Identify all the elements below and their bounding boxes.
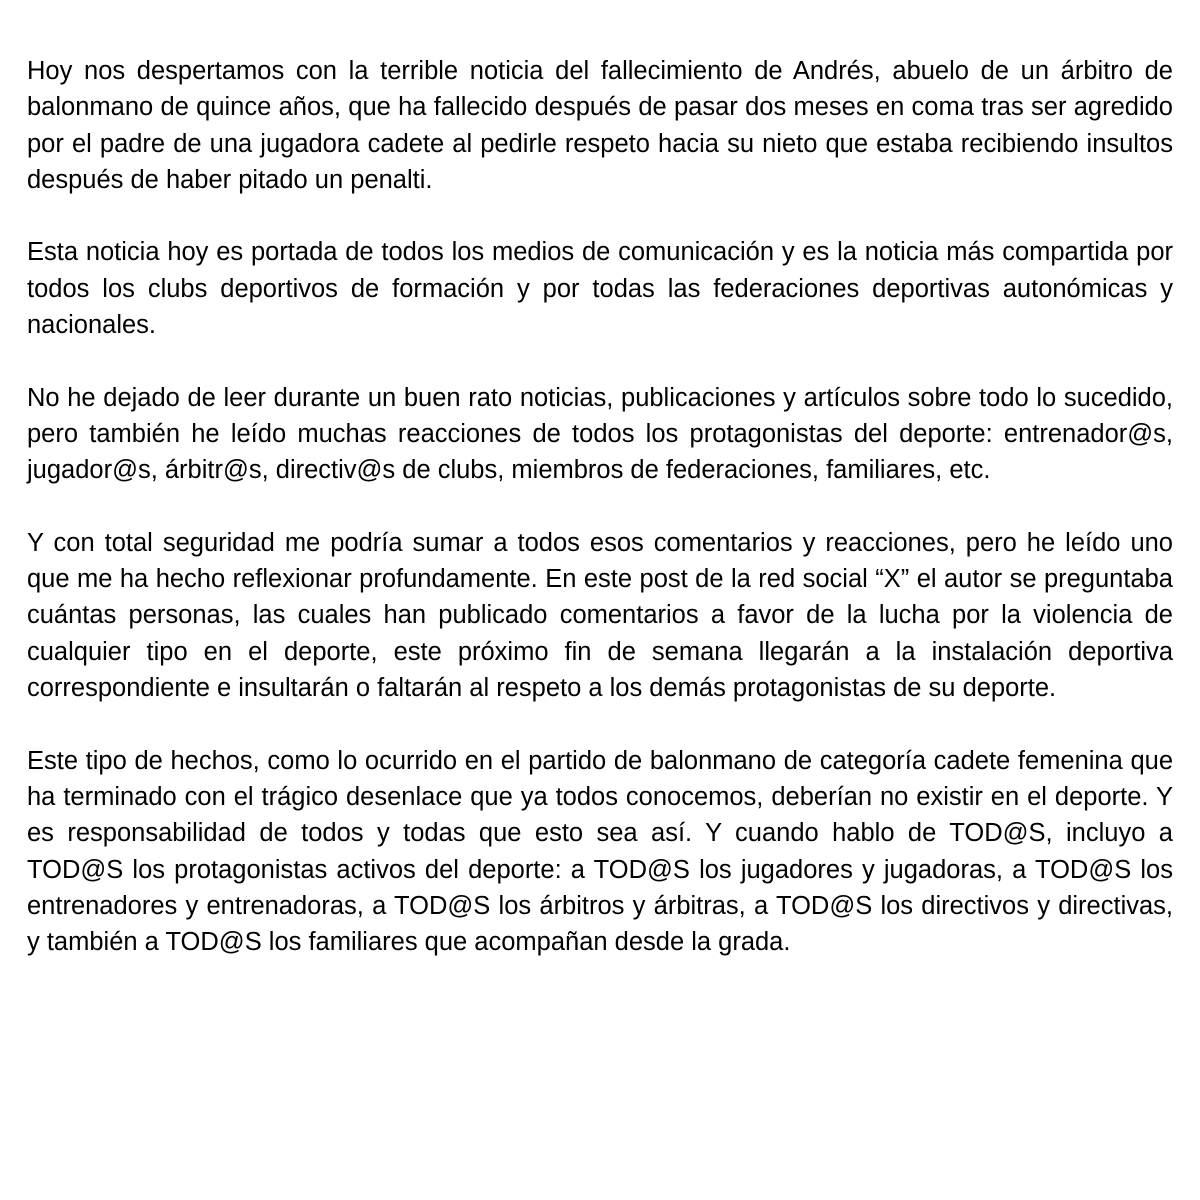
paragraph-4: Y con total seguridad me podría sumar a todos esos comentarios y reacciones, pero he leído uno que me ha hecho reflexionar profundamente. En este post de la red social “X” el autor se preguntaba cuántas personas, las cuales han publicado comentarios a favor de la lucha por la violencia de cualquier tipo en el deporte, este próximo fin de semana llegarán a la instalación deportiva correspondiente e insultarán o faltarán al respeto a los demás protagonistas de su deporte. (27, 528, 1173, 703)
paragraph-3: No he dejado de leer durante un buen rato noticias, publicaciones y artículos sobre todo lo sucedido, pero también he leído muchas reacciones de todos los protagonistas del deporte: entrenador@s, jugador@s, árbitr@s, directiv@s de clubs, miembros de federaciones, familiares, etc. (27, 383, 1173, 485)
paragraph-1: Hoy nos despertamos con la terrible noticia del fallecimiento de Andrés, abuelo de un árbitro de balonmano de quince años, que ha fallecido después de pasar dos meses en coma tras ser agredido por el padre de una jugadora cadete al pedirle respeto hacia su nieto que estaba recibiendo insultos después de haber pitado un penalti. (27, 57, 1173, 194)
paragraph-2: Esta noticia hoy es portada de todos los medios de comunicación y es la noticia más compartida por todos los clubs deportivos de formación y por todas las federaciones deportivas autonómicas y nacionales. (27, 238, 1173, 340)
paragraph-5: Este tipo de hechos, como lo ocurrido en el partido de balonmano de categoría cadete femenina que ha terminado con el trágico desenlace que ya todos conocemos, deberían no existir en el deporte. Y es responsabilidad de todos y todas que esto sea así. Y cuando hablo de TOD@S, incluyo a TOD@S los protagonistas activos del deporte: a TOD@S los jugadores y jugadoras, a TOD@S los entrenadores y entrenadoras, a TOD@S los árbitros y árbitras, a TOD@S los directivos y directivas, y también a TOD@S los familiares que acompañan desde la grada. (27, 746, 1173, 957)
